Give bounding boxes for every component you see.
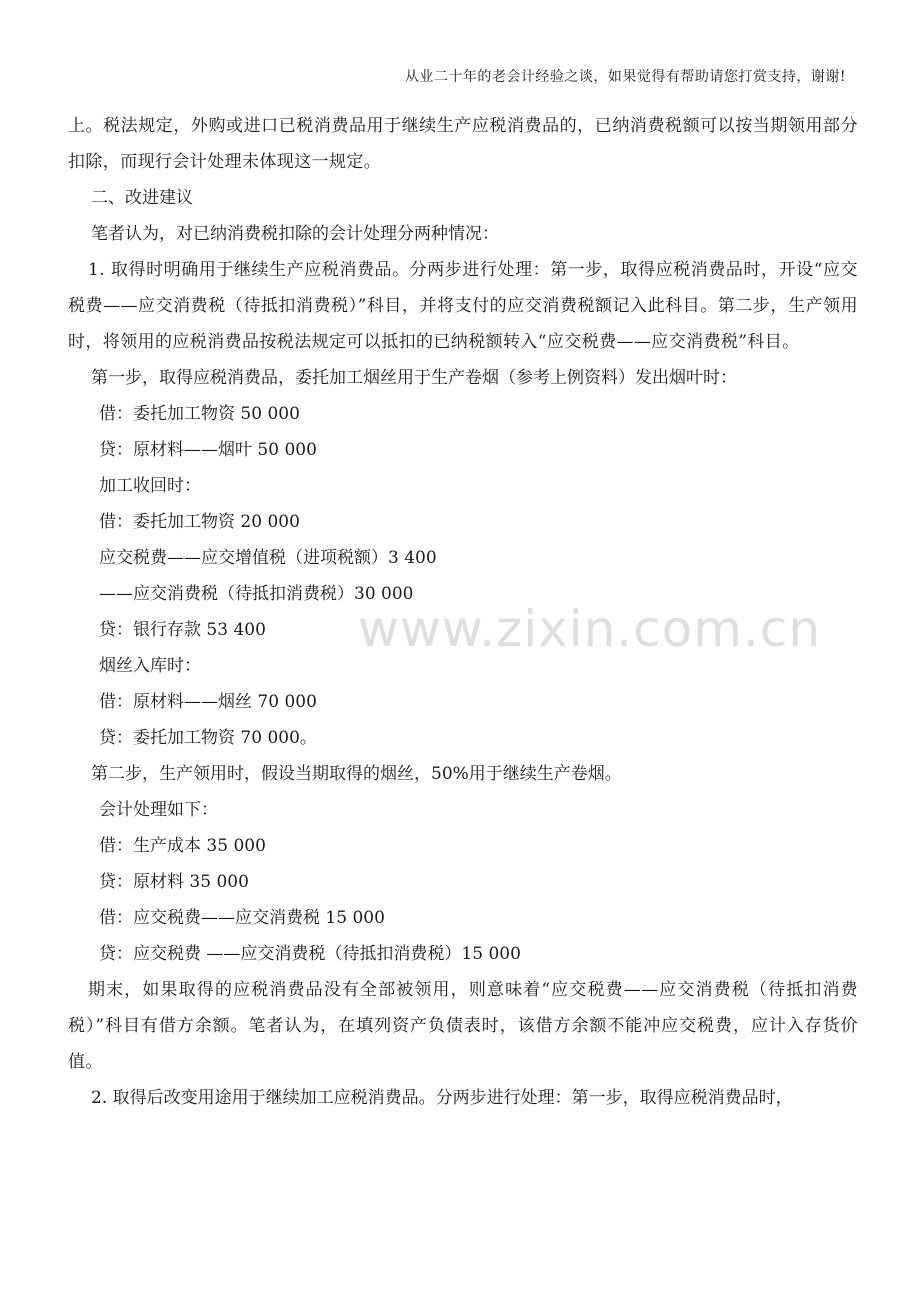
journal-entry-line: 贷：应交税费 ——应交消费税（待抵扣消费税）15 000 bbox=[99, 944, 521, 964]
journal-entry-line: 借：原材料——烟丝 70 000 bbox=[99, 692, 317, 712]
paragraph-period-end: 期末，如果取得的应税消费品没有全部被领用，则意味着“应交税费——应交消费税（待抵扣消费税）”科目有借方余额。笔者认为，在填列资产负债表时，该借方余额不能冲应交税费，应计入存货价值。 bbox=[68, 980, 858, 1072]
journal-entry-line: 贷：银行存款 53 400 bbox=[99, 620, 266, 640]
page-header-note: 从业二十年的老会计经验之谈，如果觉得有帮助请您打赏支持，谢谢! bbox=[404, 69, 846, 85]
journal-entry-caption: 烟丝入库时： bbox=[99, 656, 201, 676]
paragraph-step-1: 第一步，取得应税消费品，委托加工烟丝用于生产卷烟（参考上例资料）发出烟叶时： bbox=[91, 368, 737, 388]
paragraph-case-2: 2. 取得后改变用途用于继续加工应税消费品。分两步进行处理：第一步，取得应税消费品时， bbox=[91, 1088, 793, 1108]
journal-entry-line: 贷：委托加工物资 70 000。 bbox=[99, 728, 317, 748]
journal-entry-line: 借：应交税费——应交消费税 15 000 bbox=[99, 908, 385, 928]
journal-entry-line: 借：委托加工物资 50 000 bbox=[99, 404, 300, 424]
journal-entry-caption: 加工收回时： bbox=[99, 476, 201, 496]
watermark: www.zixin.com.cn bbox=[358, 600, 822, 658]
document-body bbox=[68, 108, 858, 1116]
paragraph-step-2: 第二步，生产领用时，假设当期取得的烟丝，50%用于继续生产卷烟。 bbox=[91, 764, 622, 784]
journal-entry-line: 借：生产成本 35 000 bbox=[99, 836, 266, 856]
paragraph-case-1: 1. 取得时明确用于继续生产应税消费品。分两步进行处理：第一步，取得应税消费品时，开设“应交税费——应交消费税（待抵扣消费税）”科目，并将支付的应交消费税额记入此科目。第二步，生产领用时，将领用的应税消费品按税法规定可以抵扣的已纳税额转入“应交税费——应交消费税”科目。 bbox=[68, 260, 858, 352]
journal-entry-line: 贷：原材料 35 000 bbox=[99, 872, 249, 892]
journal-entry-line: 贷：原材料——烟叶 50 000 bbox=[99, 440, 317, 460]
section-heading-suggestions: 二、改进建议 bbox=[91, 188, 193, 208]
journal-entry-line: 借：委托加工物资 20 000 bbox=[99, 512, 300, 532]
paragraph-author-view: 笔者认为，对已纳消费税扣除的会计处理分两种情况： bbox=[91, 224, 499, 244]
journal-entry-caption: 会计处理如下： bbox=[99, 800, 218, 820]
journal-entry-line: 应交税费——应交增值税（进项税额）3 400 bbox=[99, 548, 437, 568]
paragraph-tax-rule: 上。税法规定，外购或进口已税消费品用于继续生产应税消费品的，已纳消费税额可以按当期领用部分扣除，而现行会计处理未体现这一规定。 bbox=[68, 116, 858, 172]
journal-entry-line: ——应交消费税（待抵扣消费税）30 000 bbox=[99, 584, 414, 604]
